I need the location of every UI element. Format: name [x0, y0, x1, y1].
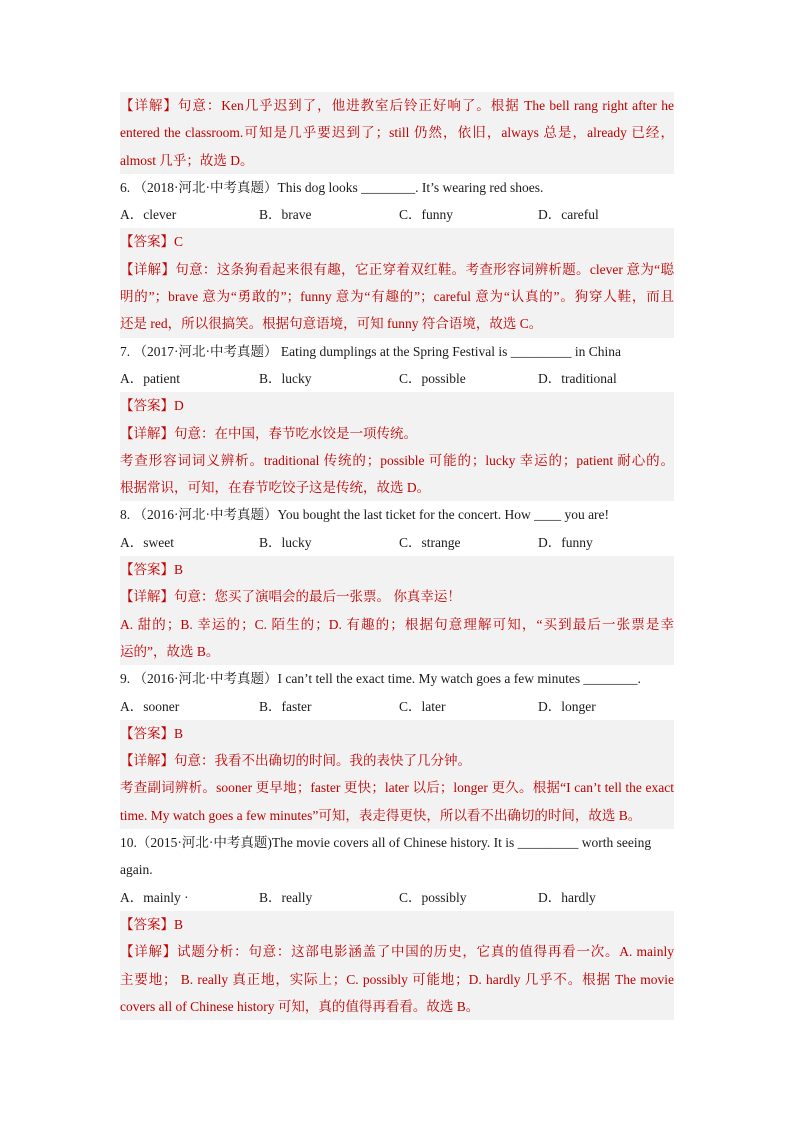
option-a: A．mainly · [120, 889, 189, 905]
explanation-line: 【详解】句意：我看不出确切的时间。我的表快了几分钟。 [120, 747, 674, 774]
option-b: B．really [259, 889, 313, 905]
question-line: 6. （2018·河北·中考真题）This dog looks ________. It’s wearing red shoes. [120, 179, 544, 195]
explanation-line: 考查副词辨析。sooner 更早地；faster 更快；later 以后；longer 更久。根据“I can’t tell the exact [120, 774, 674, 801]
option-d: D．careful [538, 207, 599, 223]
explanation-line: almost 几乎；故选 D。 [120, 147, 674, 174]
option-b: B．brave [259, 207, 312, 223]
explanation-line: 还是 red，所以很搞笑。根据句意语境，可知 funny 符合语境，故选 C。 [120, 310, 674, 337]
explanation-line: time. My watch goes a few minutes”可知，表走得更快，所以看不出确切的时间，故选 B。 [120, 802, 674, 829]
explanation-line: A. 甜的；B. 幸运的；C. 陌生的；D. 有趣的；根据句意理解可知，“买到最后一张票是幸 [120, 611, 674, 638]
option-d: D．hardly [538, 889, 596, 905]
answer-options [120, 365, 674, 392]
option-c: C．later [399, 698, 446, 714]
option-d: D．longer [538, 698, 596, 714]
explanation-line: 考查形容词词义辨析。traditional 传统的；possible 可能的；lucky 幸运的；patient 耐心的。 [120, 447, 674, 474]
option-a: A．sooner [120, 698, 180, 714]
answer-options [120, 884, 674, 911]
question-line: 8. （2016·河北·中考真题）You bought the last ticket for the concert. How ____ you are! [120, 507, 610, 523]
option-b: B．lucky [259, 370, 312, 386]
question-line: 7. （2017·河北·中考真题） Eating dumplings at the Spring Festival is _________ in China [120, 343, 621, 359]
explanation-line: entered the classroom.可知是几乎要迟到了；still 仍然，依旧，always 总是，already 已经， [120, 119, 674, 146]
explanation-line: 【详解】句意：在中国，春节吃水饺是一项传统。 [120, 420, 674, 447]
option-a: A．patient [120, 370, 180, 386]
explanation-line: 【详解】试题分析：句意：这部电影涵盖了中国的历史，它真的值得再看一次。A. mainly [120, 938, 674, 965]
explanation-line: 【详解】句意：您买了演唱会的最后一张票。 你真幸运！ [120, 583, 674, 610]
option-c: C．possible [399, 370, 466, 386]
option-a: A．clever [120, 207, 177, 223]
question-line: 9. （2016·河北·中考真题）I can’t tell the exact time. My watch goes a few minutes ________. [120, 671, 641, 687]
answer-options [120, 693, 674, 720]
option-a: A．sweet [120, 534, 174, 550]
question-line: again. [120, 862, 153, 878]
explanation-line: 【详解】句意：这条狗看起来很有趣，它正穿着双红鞋。考查形容词辨析题。clever 意为“聪 [120, 256, 674, 283]
explanation-line: 【答案】D [120, 392, 674, 419]
option-c: C．funny [399, 207, 453, 223]
option-d: D．traditional [538, 370, 617, 386]
explanation-line: 【答案】C [120, 228, 674, 255]
answer-options [120, 201, 674, 228]
option-b: B．lucky [259, 534, 312, 550]
explanation-line: 主要地； B. really 真正地，实际上；C. possibly 可能地；D. hardly 几乎不。根据 The movie [120, 966, 674, 993]
question-line: 10.（2015·河北·中考真题)The movie covers all of Chinese history. It is _________ worth seeing [120, 835, 652, 851]
explanation-line: 【答案】B [120, 720, 674, 747]
answer-options [120, 529, 674, 556]
option-c: C．possibly [399, 889, 467, 905]
explanation-line: 运的”，故选 B。 [120, 638, 674, 665]
explanation-line: covers all of Chinese history 可知，真的值得再看看。故选 B。 [120, 993, 674, 1020]
explanation-line: 明的”；brave 意为“勇敢的”；funny 意为“有趣的”；careful 意为“认真的”。狗穿人鞋，而且 [120, 283, 674, 310]
option-d: D．funny [538, 534, 593, 550]
option-c: C．strange [399, 534, 461, 550]
option-b: B．faster [259, 698, 312, 714]
explanation-line: 【详解】句意：Ken几乎迟到了，他进教室后铃正好响了。根据 The bell rang right after he [120, 92, 674, 119]
explanation-line: 【答案】B [120, 911, 674, 938]
explanation-line: 根据常识，可知，在春节吃饺子这是传统，故选 D。 [120, 474, 674, 501]
explanation-line: 【答案】B [120, 556, 674, 583]
document-page [120, 92, 674, 1020]
